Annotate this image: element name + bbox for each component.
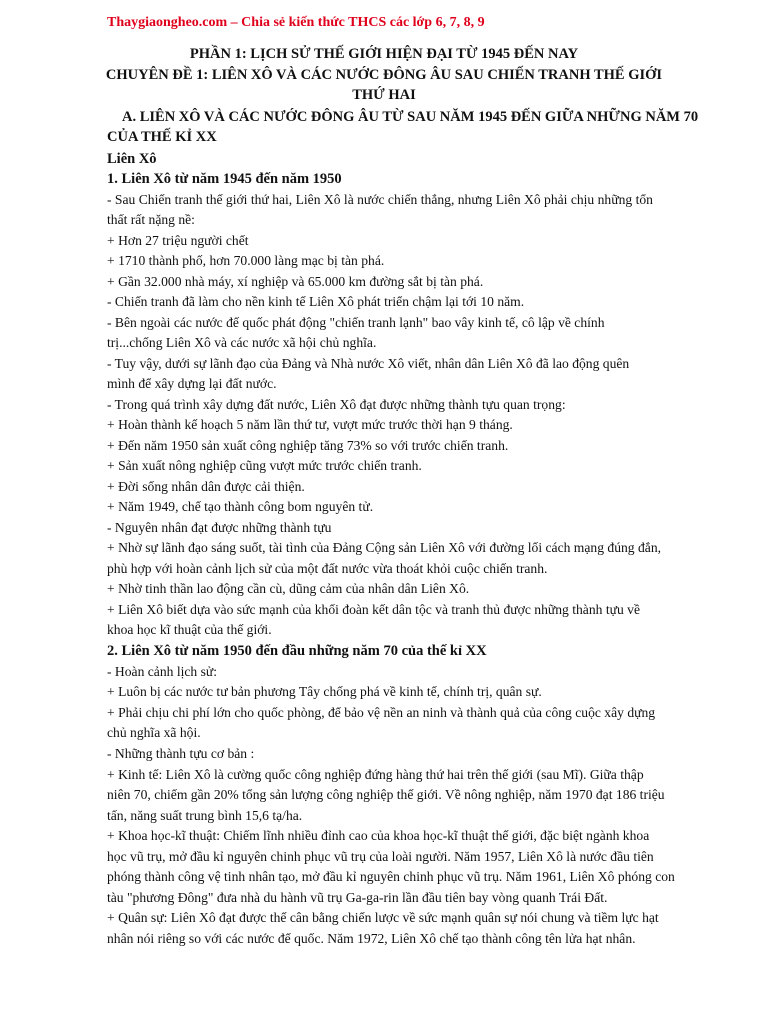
body2-line-6: niên 70, chiếm gần 20% tổng sản lượng công nghiệp thế giới. Về nông nghiệp, năm 1970 đạt 186 triệu [107, 787, 665, 802]
heading-1: 1. Liên Xô từ năm 1945 đến năm 1950 [107, 171, 342, 187]
body2-line-12: + Quân sự: Liên Xô đạt được thế cân bằng chiến lược về sức mạnh quân sự nói chung và tiềm lực hạt [107, 910, 659, 925]
body1-line-15: + Năm 1949, chế tạo thành công bom nguyên tử. [107, 499, 374, 514]
body2-line-11: tàu "phương Đông" đưa nhà du hành vũ trụ Ga-ga-rin lần đầu tiên bay vòng quanh Trái Đất. [107, 890, 608, 905]
body1-line-11: + Hoàn thành kế hoạch 5 năm lần thứ tư, vượt mức trước thời hạn 9 tháng. [107, 417, 513, 432]
heading-2: 2. Liên Xô từ năm 1950 đến đầu những năm 70 của thế kỉ XX [107, 643, 487, 659]
body1-line-12: + Đến năm 1950 sản xuất công nghiệp tăng 73% so với trước chiến tranh. [107, 438, 509, 453]
body1-line-7: trị...chống Liên Xô và các nước xã hội chủ nghĩa. [107, 335, 377, 350]
body2-line-3: chủ nghĩa xã hội. [107, 725, 201, 740]
body1-line-8: - Tuy vậy, dưới sự lãnh đạo của Đảng và Nhà nước Xô viết, nhân dân Liên Xô đã lao động quên [107, 356, 630, 371]
body2-line-10: phóng thành công vệ tinh nhân tạo, mở đầu kỉ nguyên chinh phục vũ trụ. Năm 1961, Liên Xô phóng con [107, 869, 675, 884]
body1-line-19: + Nhờ tinh thần lao động cần cù, dũng cảm của nhân dân Liên Xô. [107, 581, 470, 596]
body1-line-3: + 1710 thành phố, hơn 70.000 làng mạc bị tàn phá. [107, 253, 385, 268]
part-title: PHẦN 1: LỊCH SỬ THẾ GIỚI HIỆN ĐẠI TỪ 1945 ĐẾN NAY [189, 46, 579, 62]
body1-line-18: phù hợp với hoàn cảnh lịch sử của một đất nước vừa thoát khỏi cuộc chiến tranh. [107, 561, 548, 576]
body2-line-9: học vũ trụ, mở đầu kỉ nguyên chinh phục vũ trụ của loài người. Năm 1957, Liên Xô là nước đầu tiên [107, 849, 654, 864]
body1-line-9: mình để xây dựng lại đất nước. [107, 376, 277, 391]
body2-line-8: + Khoa học-kĩ thuật: Chiếm lĩnh nhiều đỉnh cao của khoa học-kĩ thuật thế giới, đặc biệt ngành khoa [107, 828, 650, 843]
section-a-title-line-1: A. LIÊN XÔ VÀ CÁC NƯỚC ĐÔNG ÂU TỪ SAU NĂM 1945 ĐẾN GIỮA NHỮNG NĂM 70 [122, 109, 699, 125]
body1-line-6: - Bên ngoài các nước đế quốc phát động "chiến tranh lạnh" bao vây kinh tế, cô lập về chính [107, 315, 605, 330]
topic-title-line-2: THỨ HAI [352, 87, 416, 103]
body1-line-5: - Chiến tranh đã làm cho nền kinh tế Liên Xô phát triển chậm lại tới 10 năm. [107, 294, 525, 309]
body1-line-4: + Gần 32.000 nhà máy, xí nghiệp và 65.000 km đường sắt bị tàn phá. [107, 274, 484, 289]
body1-line-13: + Sản xuất nông nghiệp cũng vượt mức trước chiến tranh. [107, 458, 422, 473]
body1-line-17: + Nhờ sự lãnh đạo sáng suốt, tài tình của Đảng Cộng sản Liên Xô với đường lối cách mạng đúng đắn, [107, 540, 662, 555]
body1-line-10: - Trong quá trình xây dựng đất nước, Liên Xô đạt được những thành tựu quan trọng: [107, 397, 566, 412]
section-a-title-line-2: CỦA THẾ KỈ XX [107, 129, 217, 145]
body1-line-0: - Sau Chiến tranh thế giới thứ hai, Liên Xô là nước chiến thắng, nhưng Liên Xô phải chịu những tổn [107, 192, 653, 207]
body1-line-2: + Hơn 27 triệu người chết [107, 233, 249, 248]
body2-line-4: - Những thành tựu cơ bản : [107, 746, 255, 761]
subject-heading: Liên Xô [107, 151, 157, 167]
topic-title-line-1: CHUYÊN ĐỀ 1: LIÊN XÔ VÀ CÁC NƯỚC ĐÔNG ÂU SAU CHIẾN TRANH THẾ GIỚI [105, 67, 663, 83]
body2-line-13: nhân nói riêng so với các nước đế quốc. Năm 1972, Liên Xô chế tạo thành công tên lửa hạt nhân. [107, 931, 636, 946]
body1-line-20: + Liên Xô biết dựa vào sức mạnh của khối đoàn kết dân tộc và tranh thủ được những thành tựu về [107, 602, 641, 617]
site-header: Thaygiaongheo.com – Chia sẻ kiến thức THCS các lớp 6, 7, 8, 9 [107, 15, 485, 30]
body2-line-5: + Kinh tế: Liên Xô là cường quốc công nghiệp đứng hàng thứ hai trên thế giới (sau Mĩ). Giữa thập [107, 767, 644, 782]
body1-line-14: + Đời sống nhân dân được cải thiện. [107, 479, 305, 494]
body2-line-2: + Phải chịu chi phí lớn cho quốc phòng, để bảo vệ nền an ninh và thành quả của công cuộc xây dựng [107, 705, 656, 720]
body2-line-7: tấn, năng suất trung bình 15,6 tạ/ha. [107, 808, 303, 823]
body1-line-21: khoa học kĩ thuật của thế giới. [107, 622, 272, 637]
body2-line-0: - Hoàn cảnh lịch sử: [107, 664, 218, 679]
body1-line-16: - Nguyên nhân đạt được những thành tựu [107, 520, 332, 535]
body1-line-1: thất rất nặng nề: [107, 212, 195, 227]
body2-line-1: + Luôn bị các nước tư bản phương Tây chống phá về kinh tế, chính trị, quân sự. [107, 684, 542, 699]
